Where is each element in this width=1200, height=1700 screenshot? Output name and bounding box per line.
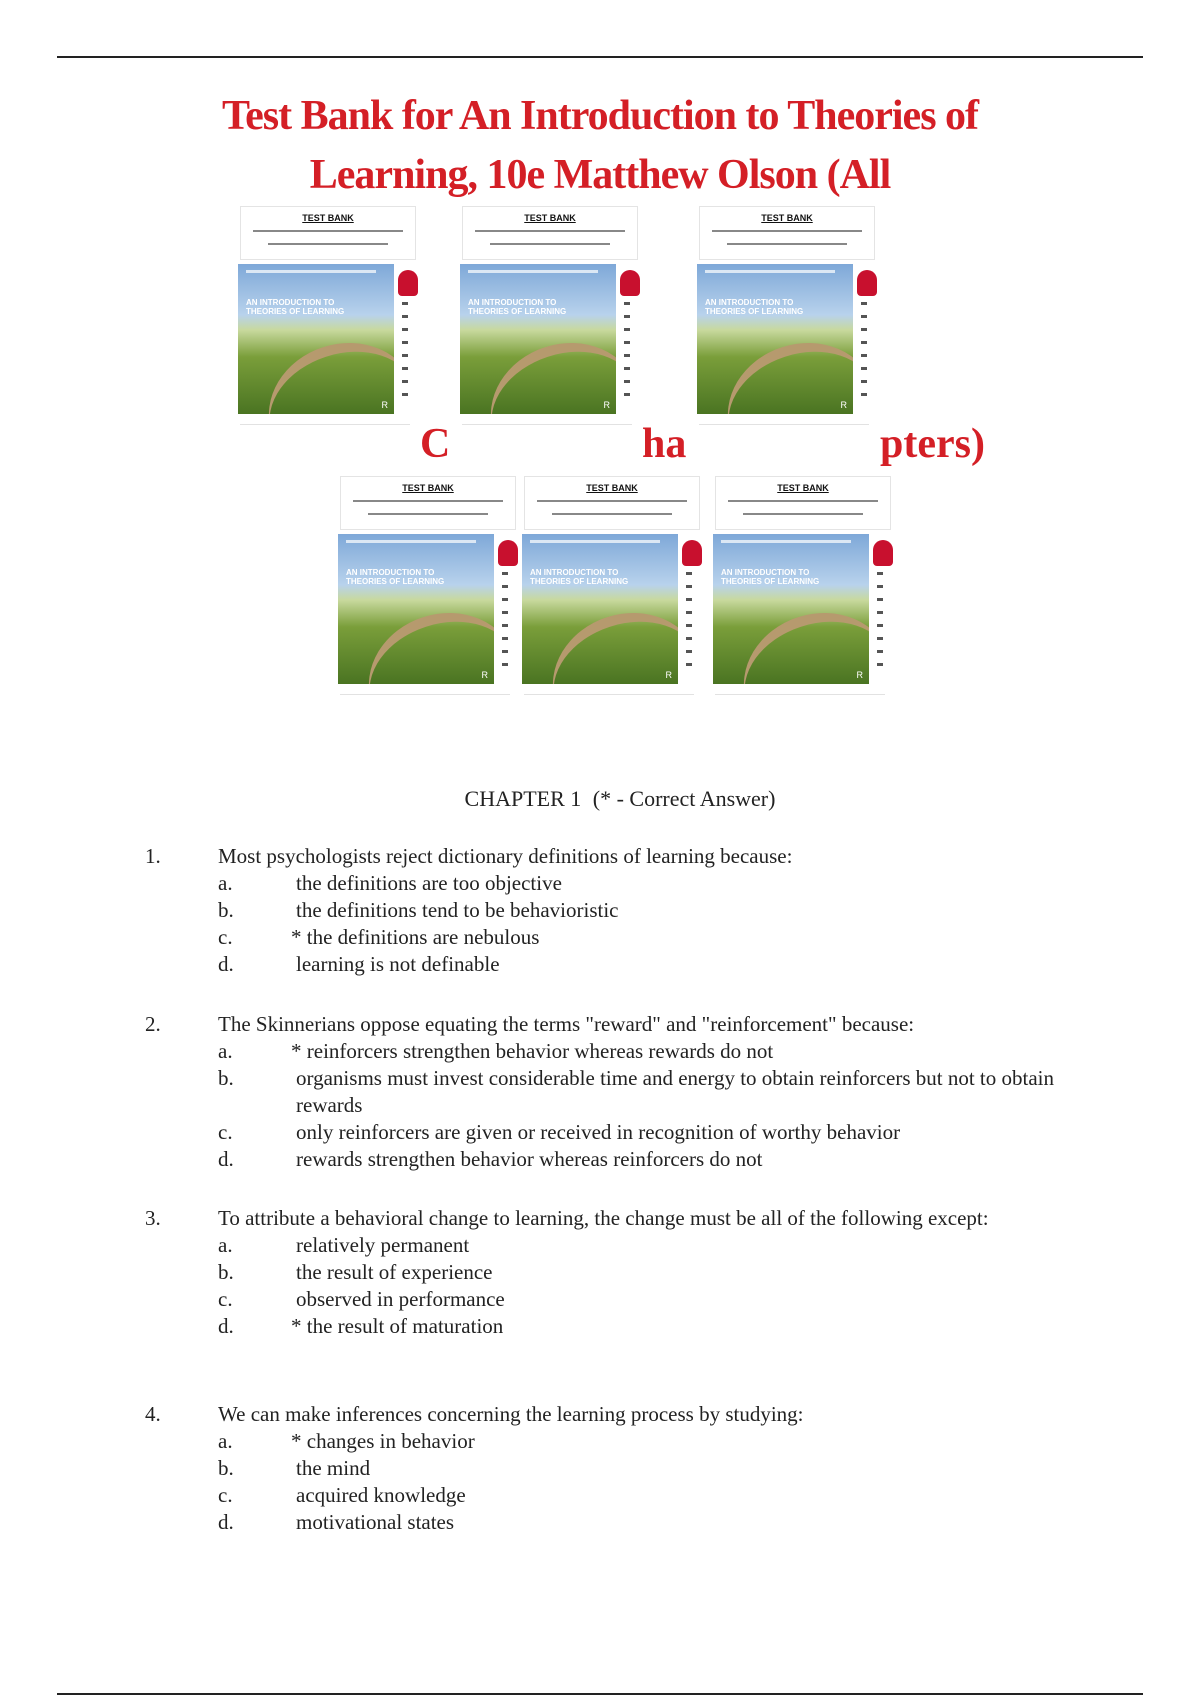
- cover-label: TEST BANK: [302, 213, 354, 223]
- option-letter: a.: [218, 1429, 233, 1453]
- seal-icon: [498, 540, 518, 566]
- question-number: 4.: [145, 1402, 161, 1426]
- question-stem: We can make inferences concerning the learning process by studying:: [218, 1402, 804, 1426]
- option-letter: c.: [218, 1483, 233, 1507]
- test-bank-cover-image: [238, 206, 418, 424]
- option-letter: b.: [218, 1066, 234, 1090]
- publisher-logo: R: [856, 670, 863, 680]
- cover-book-title: AN INTRODUCTION TO THEORIES OF LEARNING: [246, 298, 345, 316]
- seal-icon: [620, 270, 640, 296]
- option-text-correct: * changes in behavior: [291, 1429, 475, 1453]
- cover-label: TEST BANK: [524, 213, 576, 223]
- publisher-logo: R: [381, 400, 388, 410]
- bottom-rule: [57, 1693, 1143, 1695]
- question-4: [145, 1401, 1105, 1536]
- test-bank-cover-image: [460, 206, 640, 424]
- cover-book-title: AN INTRODUCTION TO THEORIES OF LEARNING: [705, 298, 804, 316]
- chapter-title: CHAPTER 1: [464, 786, 582, 811]
- option-letter: d.: [218, 1510, 234, 1534]
- option-letter: c.: [218, 1120, 233, 1144]
- question-3: [145, 1205, 1105, 1340]
- option-letter: d.: [218, 1147, 234, 1171]
- option-letter: b.: [218, 1456, 234, 1480]
- document-title-line-2: Learning, 10e Matthew Olson (All: [309, 152, 891, 198]
- cover-book-title: AN INTRODUCTION TO THEORIES OF LEARNING: [468, 298, 567, 316]
- cover-label: TEST BANK: [777, 483, 829, 493]
- cover-book-title: AN INTRODUCTION TO THEORIES OF LEARNING: [530, 568, 629, 586]
- seal-icon: [398, 270, 418, 296]
- option-text: observed in performance: [296, 1287, 505, 1311]
- question-stem: Most psychologists reject dictionary definitions of learning because:: [218, 844, 793, 868]
- publisher-logo: R: [840, 400, 847, 410]
- option-letter: c.: [218, 1287, 233, 1311]
- document-title-line-1: Test Bank for An Introduction to Theories of: [221, 93, 979, 139]
- cover-label: TEST BANK: [586, 483, 638, 493]
- option-text: the definitions tend to be behavioristic: [296, 898, 619, 922]
- seal-icon: [873, 540, 893, 566]
- option-text-correct: * reinforcers strengthen behavior whereas rewards do not: [291, 1039, 774, 1063]
- option-text: the definitions are too objective: [296, 871, 562, 895]
- option-text: motivational states: [296, 1510, 455, 1534]
- seal-icon: [682, 540, 702, 566]
- title-fragment-pters: pters): [880, 421, 985, 467]
- top-rule: [57, 56, 1143, 58]
- title-fragment-c: C: [420, 421, 451, 467]
- cover-label: TEST BANK: [761, 213, 813, 223]
- cover-label: TEST BANK: [402, 483, 454, 493]
- option-letter: c.: [218, 925, 233, 949]
- question-2: [145, 1011, 1105, 1173]
- publisher-logo: R: [481, 670, 488, 680]
- question-stem: The Skinnerians oppose equating the terms "reward" and "reinforcement" because:: [218, 1012, 915, 1036]
- option-text: learning is not definable: [296, 952, 500, 976]
- option-text: rewards strengthen behavior whereas reinforcers do not: [296, 1147, 763, 1171]
- seal-icon: [857, 270, 877, 296]
- option-letter: b.: [218, 1260, 234, 1284]
- option-text-correct: * the result of maturation: [291, 1314, 504, 1338]
- answer-key-note: (* - Correct Answer): [592, 786, 776, 811]
- question-number: 2.: [145, 1012, 161, 1036]
- question-number: 1.: [145, 844, 161, 868]
- question-1: [145, 843, 1105, 978]
- question-number: 3.: [145, 1206, 161, 1230]
- option-text: the result of experience: [296, 1260, 493, 1284]
- option-letter: b.: [218, 898, 234, 922]
- option-letter: a.: [218, 871, 233, 895]
- option-letter: d.: [218, 1314, 234, 1338]
- option-letter: a.: [218, 1039, 233, 1063]
- cover-book-title: AN INTRODUCTION TO THEORIES OF LEARNING: [346, 568, 445, 586]
- publisher-logo: R: [665, 670, 672, 680]
- test-bank-cover-image: [713, 476, 893, 694]
- option-text: relatively permanent: [296, 1233, 470, 1257]
- option-text: the mind: [296, 1456, 371, 1480]
- test-bank-cover-image: [522, 476, 702, 694]
- option-text: only reinforcers are given or received in recognition of worthy behavior: [296, 1120, 901, 1144]
- option-letter: d.: [218, 952, 234, 976]
- title-fragment-ha: ha: [642, 421, 687, 467]
- cover-book-title: AN INTRODUCTION TO THEORIES OF LEARNING: [721, 568, 820, 586]
- option-text: organisms must invest considerable time and energy to obtain reinforcers but not to obtain rewards: [296, 1066, 1054, 1117]
- option-text: acquired knowledge: [296, 1483, 466, 1507]
- test-bank-cover-image: [697, 206, 877, 424]
- publisher-logo: R: [603, 400, 610, 410]
- chapter-heading: [0, 786, 1200, 812]
- option-letter: a.: [218, 1233, 233, 1257]
- option-text-correct: * the definitions are nebulous: [291, 925, 540, 949]
- test-bank-cover-image: [338, 476, 518, 694]
- question-stem: To attribute a behavioral change to learning, the change must be all of the following except:: [218, 1206, 989, 1230]
